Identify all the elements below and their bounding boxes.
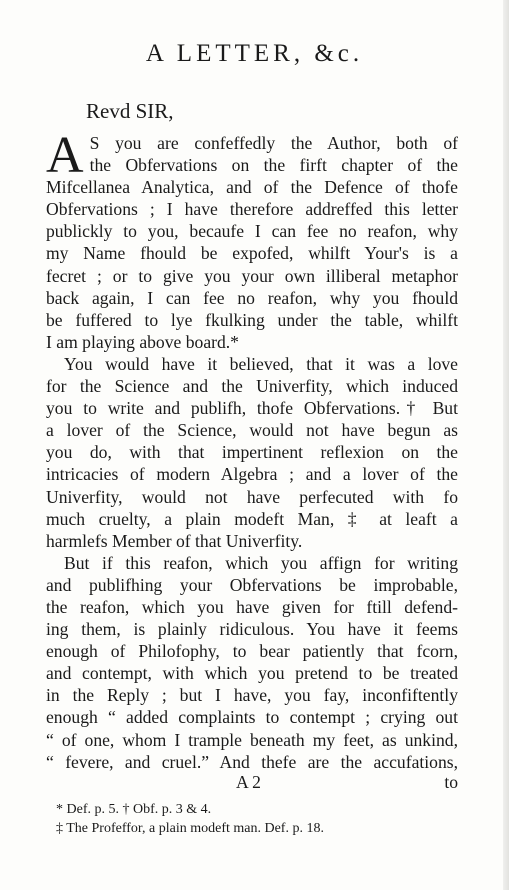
text-line: my Name fhould be expofed, whilft Your's is a: [46, 243, 458, 264]
text-line: enough of Philofophy, to bear patiently that fcorn,: [46, 641, 458, 662]
text-lines: [46, 127, 458, 773]
text-line: I am playing above board.*: [46, 331, 239, 352]
text-line: intricacies of modern Algebra ; and a lover of the: [46, 464, 458, 485]
page-title: A LETTER, &c.: [145, 40, 364, 67]
text-line: publickly to you, becaufe I can fee no reafon, why: [46, 221, 458, 242]
text-line: the Obfervations on the firft chapter of the: [89, 155, 458, 176]
text-line: fecret ; or to give you your own illiberal metaphor: [46, 265, 458, 286]
catchword: to: [444, 772, 458, 792]
signature-row: [46, 772, 458, 794]
text-line: “ of one, whom I trample beneath my feet, as unkind,: [46, 729, 458, 750]
text-line: Obfervations ; I have therefore addreffed this letter: [46, 199, 458, 220]
text-line: the reafon, which you have given for ftill defend-: [46, 596, 458, 617]
salutation: Revd SIR,: [86, 99, 174, 123]
text-line: a lover of the Science, would not have begun as: [46, 420, 458, 441]
drop-cap: A: [46, 127, 84, 184]
letter-body: [46, 127, 458, 773]
text-line: much cruelty, a plain modeft Man, ‡ at leaft a: [46, 508, 458, 529]
text-line: and contempt, with which you pretend to be treated: [46, 663, 458, 684]
text-line: in the Reply ; but I have, you fay, inconfiftently: [46, 685, 458, 706]
text-line: “ fevere, and cruel.” And thefe are the accufations,: [46, 751, 458, 772]
text-line: you to write and publifh, thofe Obfervations.† But: [46, 398, 458, 419]
text-line: Univerfity, would not have perfecuted with fo: [46, 486, 458, 507]
text-line: you do, with that impertinent reflexion on the: [46, 442, 458, 463]
text-line: You would have it believed, that it was a love: [64, 353, 458, 374]
text-line: ing them, is plainly ridiculous. You have it feems: [46, 619, 458, 640]
footnote-line: * Def. p. 5. † Obf. p. 3 & 4.: [56, 802, 212, 817]
text-line: Mifcellanea Analytica, and of the Defence of thofe: [46, 177, 458, 198]
signature-mark: A 2: [236, 772, 261, 792]
text-line: enough “ added complaints to contempt ; crying out: [46, 707, 458, 728]
text-line: and publifhing your Obfervations be improbable,: [46, 574, 458, 595]
text-line: be fuffered to lye fkulking under the table, whilft: [46, 309, 458, 330]
footnotes: [56, 800, 324, 838]
text-line: for the Science and the Univerfity, which induced: [46, 376, 458, 397]
text-line: S you are confeffedly the Author, both of: [89, 133, 458, 153]
text-line: But if this reafon, which you affign for writing: [64, 552, 458, 573]
page-edge: [503, 0, 509, 890]
footnote-line: ‡ The Profeffor, a plain modeft man. Def. p. 18.: [56, 821, 324, 836]
text-line: harmlefs Member of that Univerfity.: [46, 530, 303, 551]
text-line: back again, I can fee no reafon, why you fhould: [46, 287, 458, 308]
